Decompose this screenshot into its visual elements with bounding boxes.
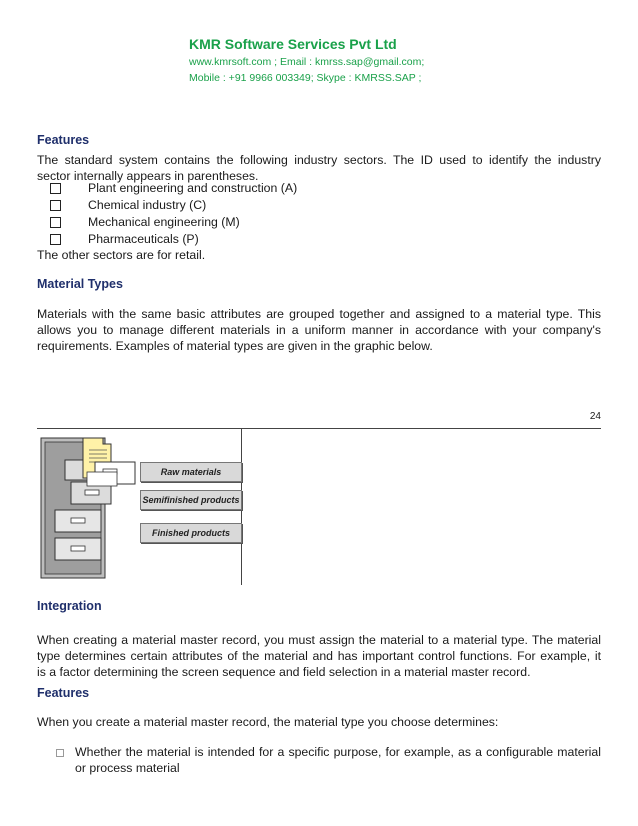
features-intro-line1: The standard system contains the following industry sectors. The ID used to identify the industry <box>37 153 601 167</box>
integration-line1: When creating a material master record, you must assign the material to a material type. The material <box>37 633 601 647</box>
sector-label: Mechanical engineering (M) <box>88 215 240 229</box>
features-intro-line2: sector internally appears in parentheses. <box>37 169 259 183</box>
checkbox-square-icon <box>50 234 61 245</box>
integration-heading: Integration <box>37 599 102 613</box>
bullet-square-icon <box>56 749 64 757</box>
sector-label: Plant engineering and construction (A) <box>88 181 298 195</box>
sector-item <box>50 180 297 196</box>
sector-label: Chemical industry (C) <box>88 198 207 212</box>
page-number: 24 <box>589 411 601 422</box>
sector-item <box>50 214 240 230</box>
features-bullet-line2: or process material <box>75 761 180 775</box>
integration-paragraph <box>37 632 601 680</box>
features-bullet-line1: Whether the material is intended for a specific purpose, for example, as a configurable material <box>75 745 601 759</box>
company-name: KMR Software Services Pvt Ltd <box>189 36 397 52</box>
features-footer: The other sectors are for retail. <box>37 248 206 262</box>
features-bullet <box>75 744 601 776</box>
integration-line3: is a factor determining the screen sequence and field selection in a material master record. <box>37 665 531 679</box>
finished-products-label: Finished products <box>140 523 242 543</box>
checkbox-square-icon <box>50 217 61 228</box>
semifinished-products-label: Semifinished products <box>140 490 242 510</box>
horizontal-divider <box>37 428 601 429</box>
material-types-graphic <box>37 432 242 582</box>
material-types-line1: Materials with the same basic attributes are grouped together and assigned to a material type. This <box>37 307 601 321</box>
features-intro-2: When you create a material master record, the material type you choose determines: <box>37 715 499 729</box>
material-types-heading: Material Types <box>37 277 123 291</box>
features-heading: Features <box>37 133 90 147</box>
integration-line2: type determines certain attributes of the material and has important control functions. For example, it <box>37 649 601 663</box>
sector-label: Pharmaceuticals (P) <box>88 232 199 246</box>
raw-materials-label: Raw materials <box>140 462 242 482</box>
material-types-line2: allows you to manage different materials in a uniform manner in accordance with your company's <box>37 323 601 337</box>
contact-line-phone-skype: Mobile : +91 9966 003349; Skype : KMRSS.SAP ; <box>189 72 422 84</box>
features-heading-2: Features <box>37 686 90 700</box>
contact-line-web-email: www.kmrsoft.com ; Email : kmrss.sap@gmail.com; <box>189 56 425 68</box>
material-types-paragraph <box>37 306 601 354</box>
material-types-line3: requirements. Examples of material types are given in the graphic below. <box>37 339 433 353</box>
checkbox-square-icon <box>50 200 61 211</box>
sector-item <box>50 231 199 247</box>
sector-item <box>50 197 206 213</box>
checkbox-square-icon <box>50 183 61 194</box>
